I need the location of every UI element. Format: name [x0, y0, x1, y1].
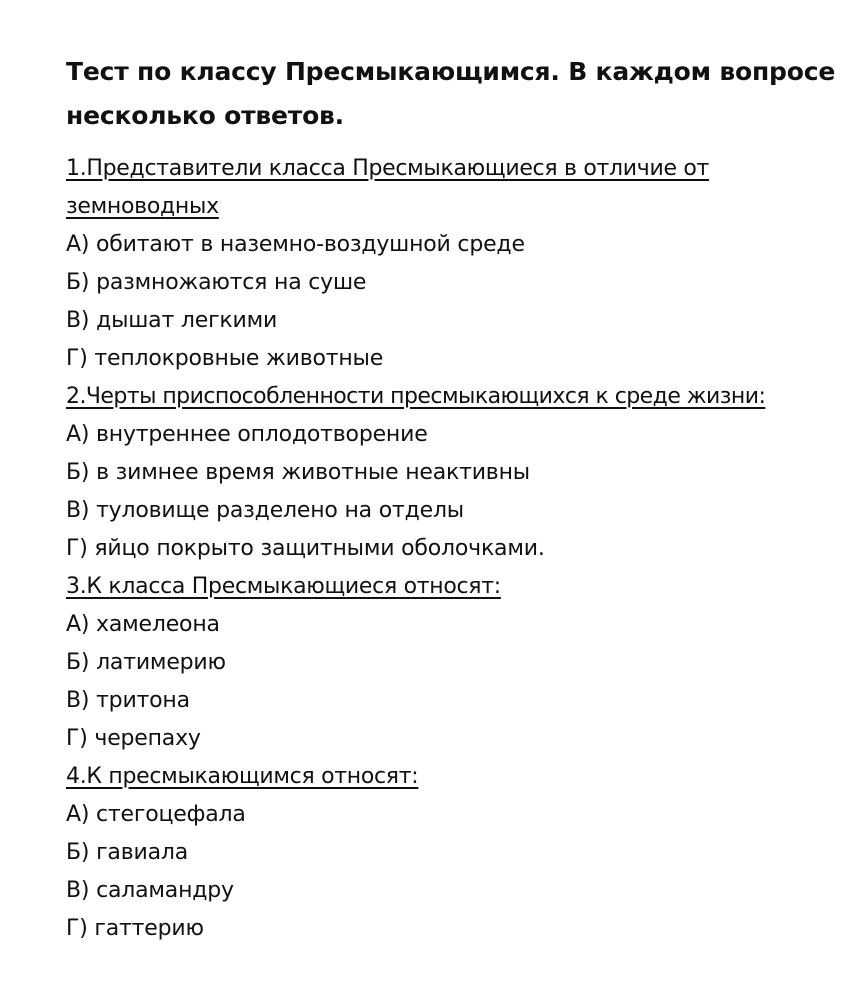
answer-option-d: Г) яйцо покрыто защитными оболочками.	[66, 536, 545, 561]
answer-option-b: Б) латимерию	[66, 650, 226, 675]
question-1	[66, 150, 841, 378]
answer-option-c: В) дышат легкими	[66, 308, 278, 333]
question-text: 3.К класса Пресмыкающиеся относят:	[66, 574, 501, 599]
question-list	[66, 150, 841, 948]
answer-options	[66, 796, 841, 948]
answer-option-a: А) хамелеона	[66, 612, 220, 637]
question-3	[66, 568, 841, 758]
answer-option-c: В) саламандру	[66, 878, 234, 903]
answer-option-c: В) туловище разделено на отделы	[66, 498, 464, 523]
answer-option-d: Г) гаттерию	[66, 916, 204, 941]
question-4	[66, 758, 841, 948]
answer-option-b: Б) в зимнее время животные неактивны	[66, 460, 530, 485]
answer-options	[66, 416, 841, 568]
question-text: 2.Черты приспособленности пресмыкающихся к среде жизни:	[66, 384, 766, 409]
answer-option-d: Г) черепаху	[66, 726, 201, 751]
question-text: 4.К пресмыкающимся относят:	[66, 764, 419, 789]
test-document	[66, 50, 841, 948]
answer-options	[66, 606, 841, 758]
question-text: 1.Представители класса Пресмыкающиеся в отличие от земноводных	[66, 156, 710, 219]
answer-option-c: В) тритона	[66, 688, 190, 713]
answer-option-a: А) обитают в наземно-воздушной среде	[66, 232, 525, 257]
question-2	[66, 378, 841, 568]
answer-options	[66, 226, 841, 378]
answer-option-a: А) стегоцефала	[66, 802, 246, 827]
answer-option-d: Г) теплокровные животные	[66, 346, 384, 371]
answer-option-a: А) внутреннее оплодотворение	[66, 422, 428, 447]
answer-option-b: Б) гавиала	[66, 840, 188, 865]
answer-option-b: Б) размножаются на суше	[66, 270, 367, 295]
page-title: Тест по классу Пресмыкающимся. В каждом вопросе несколько ответов.	[66, 57, 836, 130]
